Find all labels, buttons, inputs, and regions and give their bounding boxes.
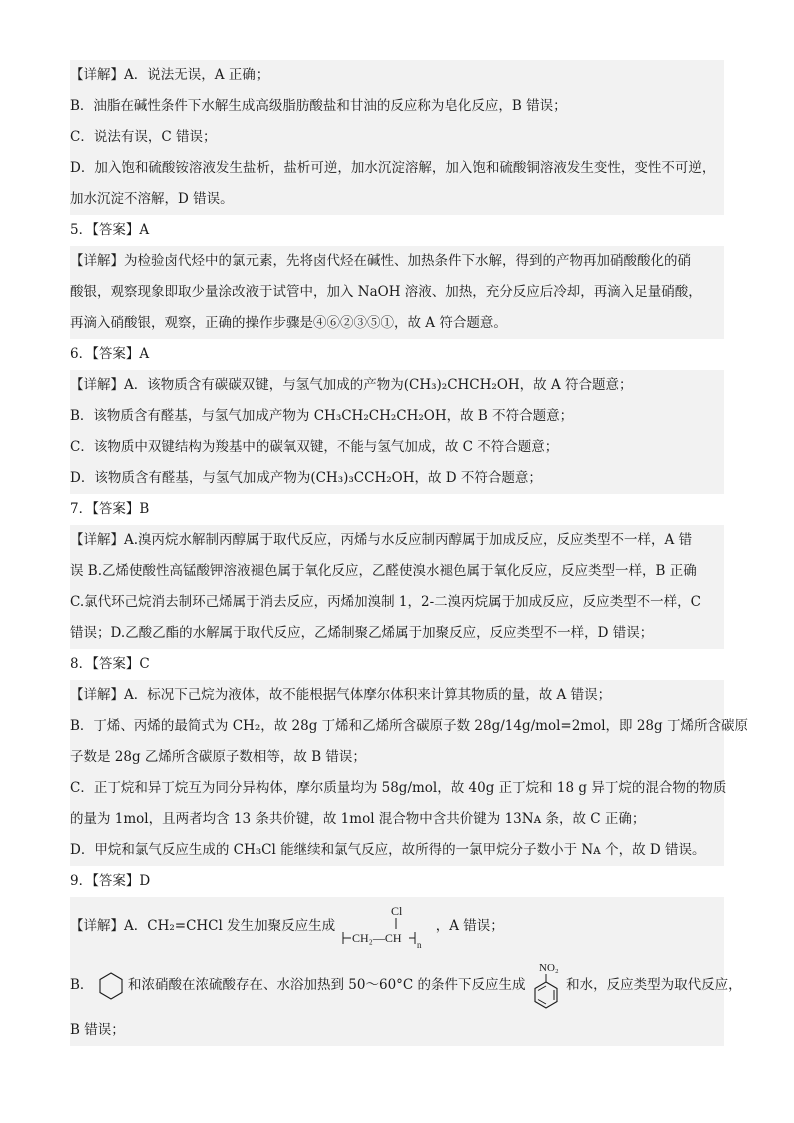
- q8-explanation: [70, 680, 748, 866]
- q8-line-3: 子数是 28g 乙烯所含碳原子数相等，故 B 错误；: [70, 749, 366, 765]
- polymer-chain-label: CH₂—CH: [352, 930, 402, 945]
- q9-line-c: B 错误；: [70, 1022, 125, 1038]
- q9-line-b-post: 和水，反应类型为取代反应，: [566, 977, 742, 993]
- q8-answer: 8．【答案】C: [70, 656, 150, 672]
- q4-explanation: [70, 60, 724, 215]
- q4-line-4: D．加入饱和硫酸铵溶液发生盐析，盐析可逆，加水沉淀溶解，加入饱和硫酸铜溶液发生变性，变性不可逆，: [70, 160, 716, 176]
- benzene-ring-icon: [98, 971, 124, 1001]
- polyvinyl-chloride-structure: [339, 902, 431, 952]
- q8-line-6: D．甲烷和氯气反应生成的 CH₃Cl 能继续和氯气反应，故所得的一氯甲烷分子数小于 Nᴀ 个，故 D 错误。: [70, 842, 706, 858]
- q8-line-5: 的量为 1mol，且两者均含 13 条共价键，故 1mol 混合物中含共价键为 13Nᴀ 条，故 C 正确；: [70, 811, 646, 827]
- polymer-cl-label: Cl: [391, 903, 403, 918]
- q8-line-2: B．丁烯、丙烯的最简式为 CH₂，故 28g 丁烯和乙烯所含碳原子数 28g/14g/mol=2mol，即 28g 丁烯所含碳原: [70, 718, 748, 734]
- q5-answer: 5．【答案】A: [70, 222, 150, 238]
- q9-answer: 9．【答案】D: [70, 873, 151, 889]
- q4-line-1: 【详解】A．说法无误，A 正确；: [70, 67, 270, 83]
- q6-line-1: 【详解】A．该物质含有碳碳双键，与氢气加成的产物为(CH₃)₂CHCH₂OH，故 A 符合题意；: [70, 377, 633, 393]
- q9-line-a-post: ，A 错误；: [435, 918, 504, 934]
- answer-sheet: [70, 60, 748, 1046]
- q5-line-3: 再滴入硝酸银，观察，正确的操作步骤是④⑥②③⑤①，故 A 符合题意。: [70, 315, 507, 331]
- nitro-group-label: NO₂: [538, 961, 559, 974]
- polymer-n-label: n: [417, 939, 422, 950]
- q7-answer: 7．【答案】B: [70, 501, 150, 517]
- q8-line-4: C．正丁烷和异丁烷互为同分异构体，摩尔质量均为 58g/mol，故 40g 正丁烷和 18 g 异丁烷的混合物的物质: [70, 780, 727, 796]
- q9-line-b-mid: 和浓硝酸在浓硫酸存在、水浴加热到 50～60°C 的条件下反应生成: [128, 977, 526, 993]
- q9-line-a: [70, 897, 724, 955]
- q9-line-b-pre: B．: [70, 977, 94, 993]
- q9-explanation: [70, 897, 742, 1046]
- q4-line-5: 加水沉淀不溶解，D 错误。: [70, 191, 234, 207]
- q7-line-2: 误 B.乙烯使酸性高锰酸钾溶液褪色属于氧化反应，乙醛使溴水褪色属于氧化反应，反应类型一样，B 正确: [70, 563, 697, 579]
- q9-line-a-pre: 【详解】A．CH₂=CHCl 发生加聚反应生成: [70, 918, 336, 934]
- q5-line-1: 【详解】为检验卤代烃中的氯元素，先将卤代烃在碱性、加热条件下水解，得到的产物再加硝酸酸化的硝: [70, 253, 691, 269]
- q6-line-4: D．该物质含有醛基，与氢气加成产物为(CH₃)₃CCH₂OH，故 D 不符合题意；: [70, 470, 542, 486]
- q5-explanation: [70, 246, 724, 339]
- q4-line-2: B．油脂在碱性条件下水解生成高级脂肪酸盐和甘油的反应称为皂化反应，B 错误；: [70, 98, 567, 114]
- q7-line-3: C.氯代环己烷消去制环己烯属于消去反应，丙烯加溴制 1，2-二溴丙烷属于加成反应，反应类型不一样，C: [70, 594, 701, 610]
- q6-line-3: C．该物质中双键结构为羧基中的碳氧双键，不能与氢气加成，故 C 不符合题意；: [70, 439, 559, 455]
- q7-line-1: 【详解】A.溴丙烷水解制丙醇属于取代反应，丙烯与水反应制丙醇属于加成反应，反应类型不一样，A 错: [70, 532, 693, 548]
- q9-line-b: [70, 955, 742, 1015]
- q6-answer: 6．【答案】A: [70, 346, 150, 362]
- q6-line-2: B．该物质含有醛基，与氢气加成产物为 CH₃CH₂CH₂CH₂OH，故 B 不符合题意；: [70, 408, 574, 424]
- q7-line-4: 错误；D.乙酸乙酯的水解属于取代反应，乙烯制聚乙烯属于加聚反应，反应类型不一样，D 错误；: [70, 625, 654, 641]
- q8-line-1: 【详解】A．标况下己烷为液体，故不能根据气体摩尔体积来计算其物质的量，故 A 错误；: [70, 687, 612, 703]
- q4-line-3: C．说法有误，C 错误；: [70, 129, 217, 145]
- nitrobenzene-structure: [530, 960, 562, 1012]
- q6-explanation: [70, 370, 724, 494]
- q7-explanation: [70, 525, 724, 649]
- q5-line-2: 酸银，观察现象即取少量涂改液于试管中，加入 NaOH 溶液、加热，充分反应后冷却，再滴入足量硝酸，: [70, 284, 702, 300]
